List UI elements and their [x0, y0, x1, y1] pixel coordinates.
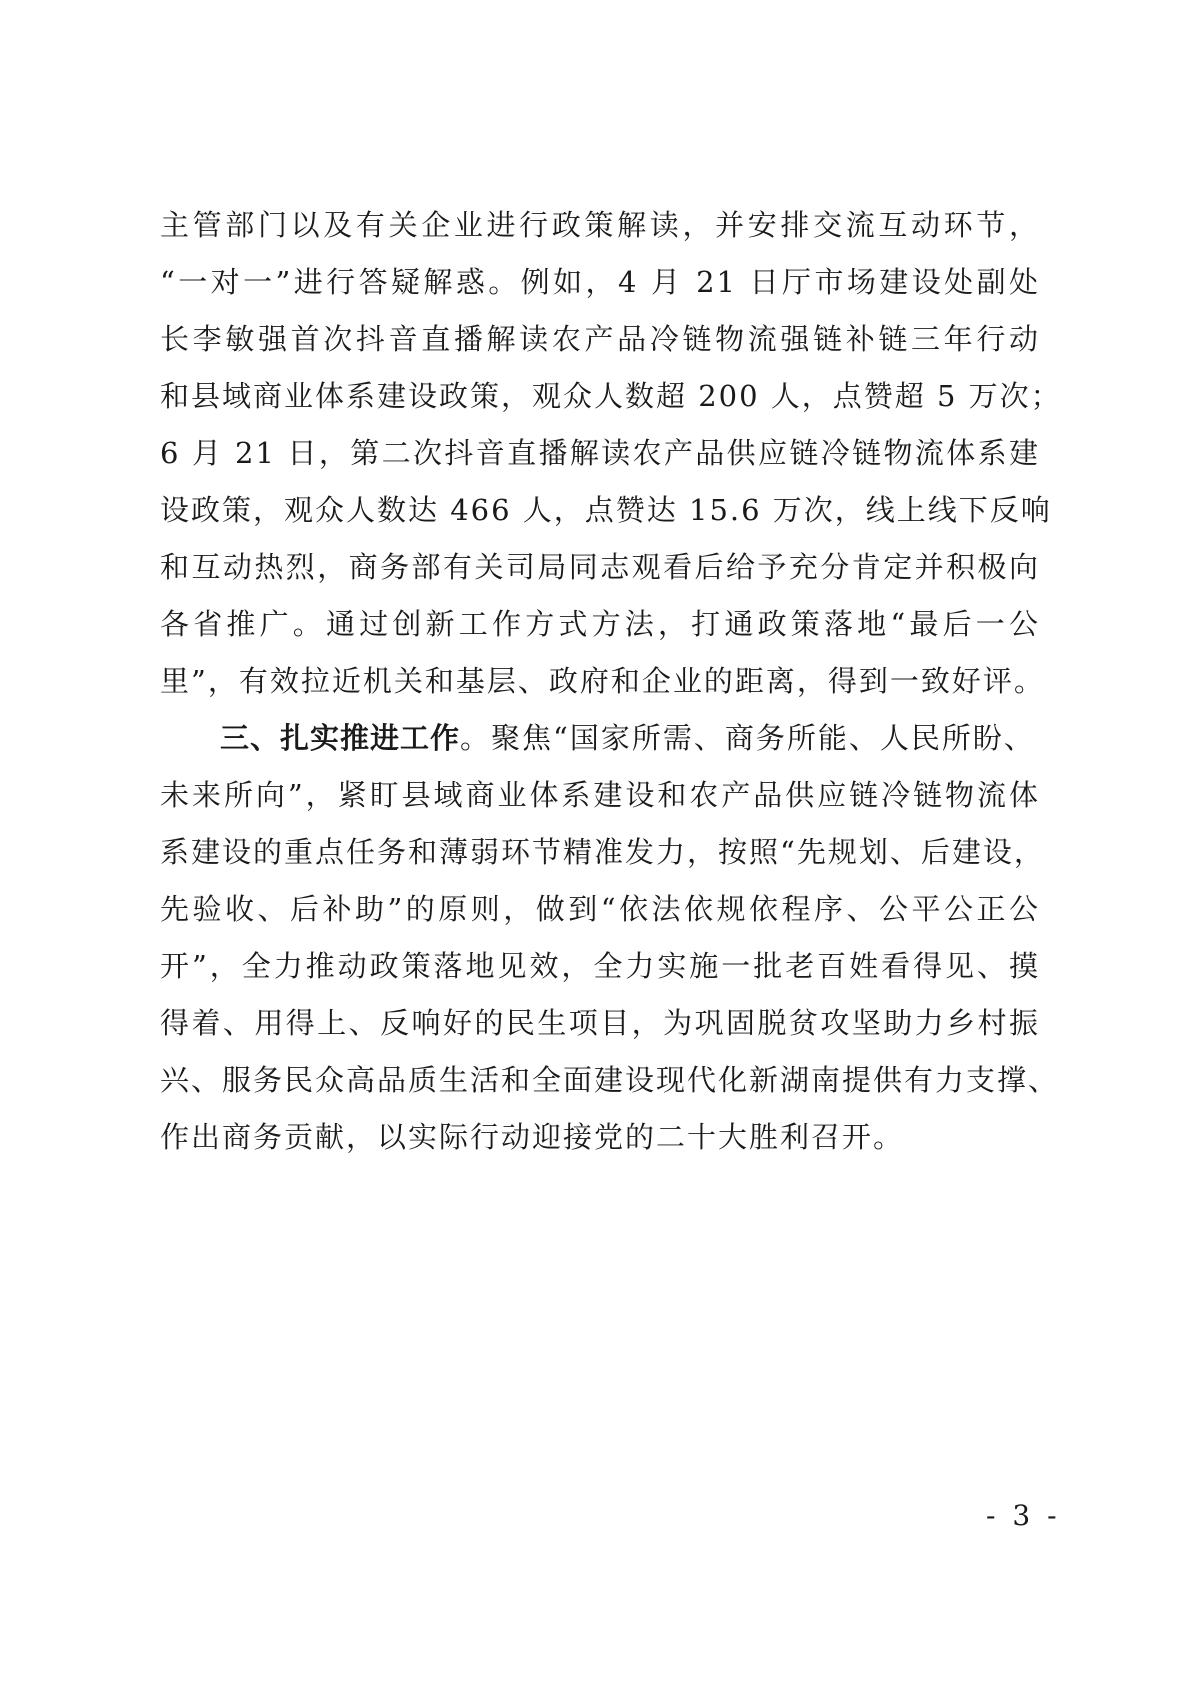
paragraph-line: 和县域商业体系建设政策，观众人数超 200 人，点赞超 5 万次；	[160, 379, 1062, 413]
paragraph-line: 主管部门以及有关企业进行政策解读，并安排交流互动环节，	[160, 208, 1040, 242]
paragraph-line: 里”，有效拉近机关和基层、政府和企业的距离，得到一致好评。	[160, 664, 1045, 698]
paragraph-line: 开”，全力推动政策落地见效，全力实施一批老百姓看得见、摸	[160, 949, 1040, 983]
paragraph-line: 先验收、后补助”的原则，做到“依法依规依程序、公平公正公	[160, 892, 1040, 926]
paragraph-line: 长李敏强首次抖音直播解读农产品冷链物流强链补链三年行动	[160, 322, 1040, 356]
paragraph-line: 和互动热烈，商务部有关司局同志观看后给予充分肯定并积极向	[160, 550, 1040, 584]
paragraph-line: 得着、用得上、反响好的民生项目，为巩固脱贫攻坚助力乡村振	[160, 1006, 1040, 1040]
section-heading-line	[220, 718, 1040, 758]
paragraph-line: 6 月 21 日，第二次抖音直播解读农产品供应链冷链物流体系建	[160, 436, 1040, 470]
paragraph-line: 设政策，观众人数达 466 人，点赞达 15.6 万次，线上线下反响	[160, 493, 1052, 527]
paragraph-line: 未来所向”，紧盯县域商业体系建设和农产品供应链冷链物流体	[160, 778, 1040, 812]
section-heading-rest: 。聚焦“国家所需、商务所能、人民所盼、	[460, 721, 1035, 755]
paragraph-line: “一对一”进行答疑解惑。例如，4 月 21 日厅市场建设处副处	[160, 265, 1040, 299]
paragraph-line: 各省推广。通过创新工作方式方法，打通政策落地“最后一公	[160, 607, 1040, 641]
paragraph-line: 系建设的重点任务和薄弱环节精准发力，按照“先规划、后建设，	[160, 835, 1045, 869]
paragraph-line: 作出商务贡献，以实际行动迎接党的二十大胜利召开。	[160, 1120, 905, 1154]
page-number: - 3 -	[986, 1499, 1061, 1532]
section-heading: 三、扎实推进工作	[220, 721, 461, 755]
paragraph-line: 兴、服务民众高品质生活和全面建设现代化新湖南提供有力支撑、	[160, 1063, 1060, 1097]
